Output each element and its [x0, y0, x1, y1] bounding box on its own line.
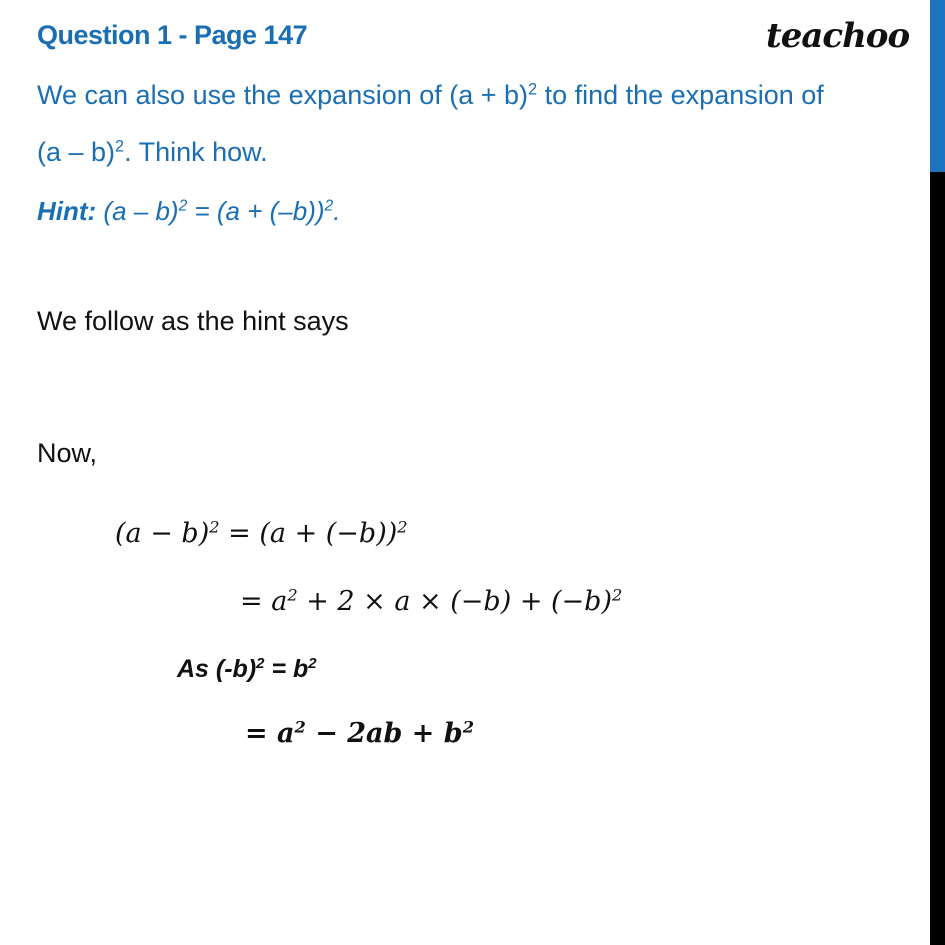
equation-line-2: = $a^2 + 2 \times a \times (-b) + (-b)^2$ — [240, 585, 623, 617]
equation-result: = $a^2 - 2ab + b^2$ — [245, 717, 474, 749]
equation-line-1: $(a - b)^2 = (a + (-b))^2$ — [115, 517, 408, 549]
question-line-1: We can also use the expansion of $(a + b)^2$ to find the expansion of — [37, 80, 824, 110]
question-line-2: (a – b)$^2$. Think how. — [37, 137, 268, 167]
hint: Hint: $(a - b)^2 = (a + (-b))^2$. — [37, 196, 341, 226]
teachoo-logo: teachoo — [766, 16, 910, 56]
solution-now: Now, — [37, 438, 98, 468]
page-title: Question 1 - Page 147 — [37, 20, 308, 50]
solution-intro: We follow as the hint says — [37, 306, 349, 336]
scrollbar-thumb[interactable] — [930, 0, 945, 172]
equation-note: As $(-b)^2 = b^2$ — [177, 655, 317, 683]
